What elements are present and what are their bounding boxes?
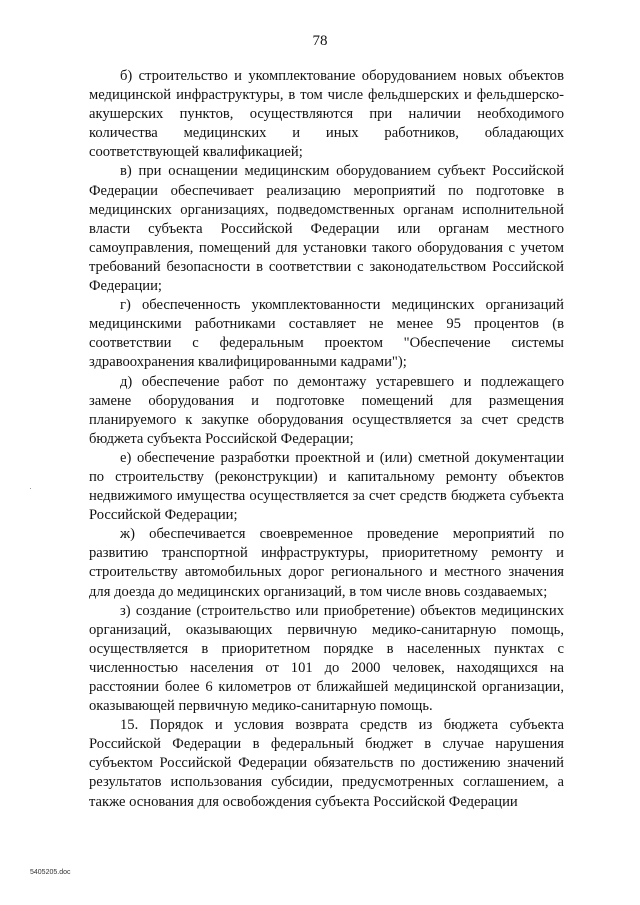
- paragraph-v: в) при оснащении медицинским оборудованием субъект Российской Федерации обеспечивает реализацию мероприятий по подготовке в медицинских организациях, подведомственных органам исполнительной власти субъекта Российской Федерации или органам местного самоуправления, помещений для установки такого оборудования с учетом требований безопасности в соответствии с законодательством Российской Федерации;: [89, 163, 564, 295]
- paragraph-15: 15. Порядок и условия возврата средств из бюджета субъекта Российской Федерации в федеральный бюджет в случае нарушения субъектом Российской Федерации обязательств по достижению значений результатов использования субсидии, предусмотренных соглашением, а также основания для освобождения субъекта Российской Федерации: [89, 717, 564, 810]
- paragraph-d: д) обеспечение работ по демонтажу устаревшего и подлежащего замене оборудования и подготовке помещений для размещения планируемого к закупке оборудования осуществляется за счет средств бюджета субъекта Российской Федерации;: [89, 373, 564, 447]
- footer-file-code: 5405205.doc: [30, 869, 71, 876]
- paragraph-z: з) создание (строительство или приобретение) объектов медицинских организаций, оказывающих первичную медико-санитарную помощь, осуществляется в приоритетном порядке в населенных пунктах с численностью населения от 101 до 2000 человек, находящихся на расстоянии более 6 километров от ближайшей медицинской организации, оказывающей первичную медико-санитарную помощь.: [89, 602, 564, 715]
- paragraph-g: г) обеспеченность укомплектованности медицинских организаций медицинскими работниками составляет не менее 95 процентов (в соответствии с федеральным проектом "Обеспечение системы здравоохранения квалифицированными кадрами");: [89, 297, 564, 371]
- document-body: [89, 67, 564, 812]
- paragraph-e: е) обеспечение разработки проектной и (или) сметной документации по строительству (реконструкции) и капитальному ремонту объектов недвижимого имущества осуществляется за счет средств бюджета субъекта Российской Федерации;: [89, 449, 564, 524]
- paragraph-zh: ж) обеспечивается своевременное проведение мероприятий по развитию транспортной инфраструктуры, приоритетному ремонту и строительству автомобильных дорог регионального и местного значения для доезда до медицинских организаций, в том числе вновь создаваемых;: [89, 526, 564, 600]
- paragraph-b: б) строительство и укомплектование оборудованием новых объектов медицинской инфраструктуры, в том числе фельдшерских и фельдшерско-акушерских пунктов, осуществляются при наличии необходимого количества медицинских и иных работников, обладающих соответствующей квалификацией;: [89, 68, 564, 161]
- scan-artifact-dot: [30, 488, 31, 489]
- page-number: 78: [312, 33, 328, 49]
